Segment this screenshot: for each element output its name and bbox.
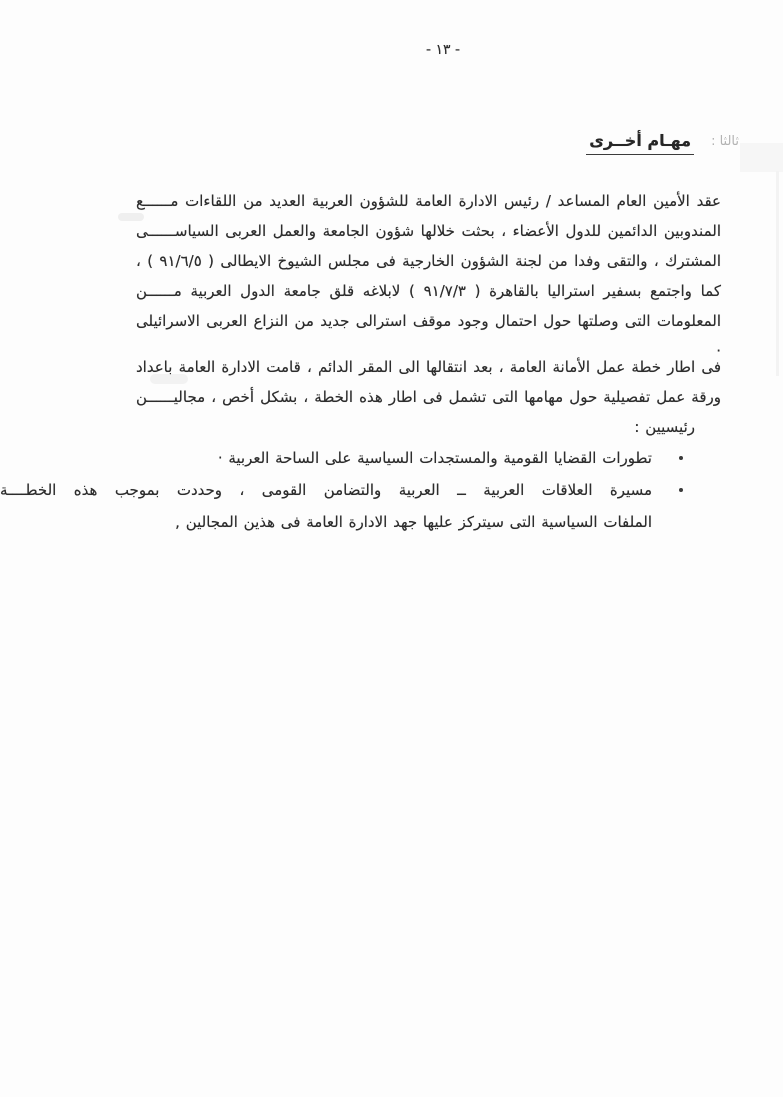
- text-line: المشترك ، والتقى وفدا من لجنة الشؤون الخارجية فى مجلس الشيوخ الايطالى ( ٩١/٦/٥ ) ،: [136, 252, 721, 270]
- page-number: - ١٣ -: [425, 42, 461, 58]
- text-line: المندوبين الدائمين للدول الأعضاء ، بحثت خلالها شؤون الجامعة والعمل العربى السياســــــى: [136, 222, 721, 240]
- text-line: عقد الأمين العام المساعد / رئيس الادارة العامة للشؤون العربية العديد من اللقاءات مــــــع: [136, 192, 721, 210]
- bullet-dot-icon: [679, 488, 683, 492]
- text-line: ورقة عمل تفصيلية حول مهامها التى تشمل فى اطار هذه الخطة ، بشكل أخص ، مجاليــــــن: [136, 388, 721, 406]
- bullet-text: الملفات السياسية التى سيتركز عليها جهد الادارة العامة فى هذين المجالين ,: [175, 513, 652, 531]
- bullet-item-continuation: [0, 507, 783, 537]
- scan-artifact-vertical-line: [776, 171, 779, 376]
- text-line: المعلومات التى وصلتها حول احتمال وجود موقف استرالى جديد من النزاع العربى الاسرائيلى ·: [136, 312, 721, 360]
- bullet-item: [0, 475, 783, 505]
- section-heading: مهـام أخــرى: [586, 131, 694, 155]
- text-line: فى اطار خطة عمل الأمانة العامة ، بعد انتقالها الى المقر الدائم ، قامت الادارة العامة باعداد: [136, 358, 721, 376]
- bullet-dot-icon: [679, 456, 683, 460]
- text-line: رئيسيين :: [634, 418, 695, 436]
- section-heading-row: [586, 131, 739, 155]
- bullet-text: تطورات القضايا القومية والمستجدات السياسية على الساحة العربية ·: [217, 449, 652, 467]
- paragraph-work-plan: [136, 352, 721, 442]
- scan-artifact-patch: [740, 143, 783, 172]
- bullet-item: [0, 443, 783, 473]
- section-marker-faint: ثالثا :: [711, 134, 739, 149]
- paragraph-meetings: [136, 186, 721, 366]
- text-line: كما واجتمع بسفير استراليا بالقاهرة ( ٩١/٧/٣ ) لابلاغه قلق جامعة الدول العربية مــــــن: [136, 282, 721, 300]
- bullet-text: مسيرة العلاقات العربية ــ العربية والتضامن القومى ، وحددت بموجب هذه الخطــــة: [0, 481, 652, 499]
